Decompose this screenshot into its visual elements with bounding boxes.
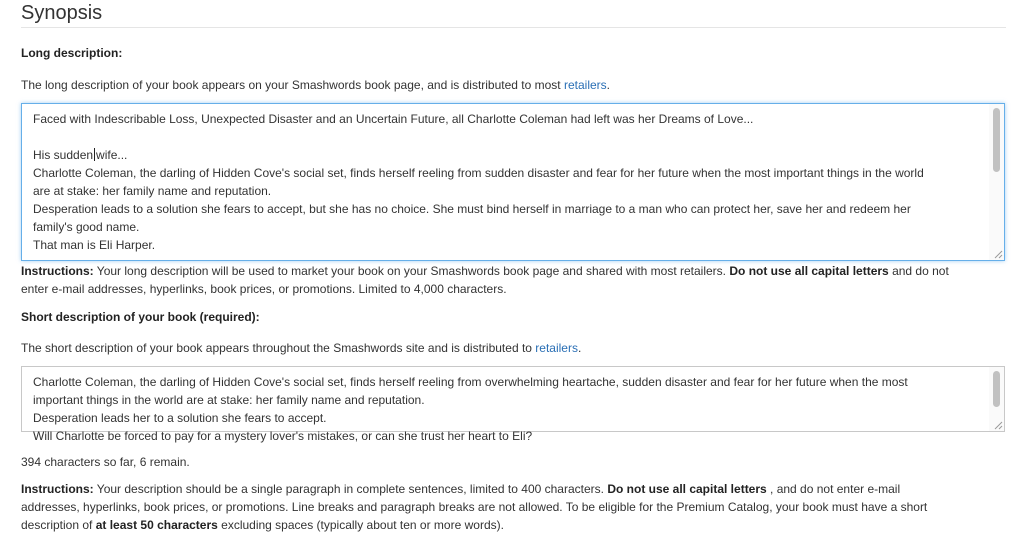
long-blank-line bbox=[33, 128, 982, 146]
long-line: That man is Eli Harper. bbox=[33, 238, 156, 252]
long-line: family's good name. bbox=[33, 220, 140, 234]
instructions-text: Your long description will be used to market your book on your Smashwords book page and shared with most retailers. bbox=[93, 264, 730, 278]
long-intro-end: . bbox=[606, 78, 611, 92]
long-line: Faced with Indescribable Loss, Unexpected Disaster and an Uncertain Future, all Charlotte Coleman had left was her Dreams of Love... bbox=[33, 112, 754, 126]
long-line-part: His sudden bbox=[33, 148, 94, 162]
instructions-bold: Do not use all capital letters bbox=[607, 482, 767, 496]
instructions-bold: Do not use all capital letters bbox=[729, 264, 889, 278]
long-description-content[interactable] bbox=[33, 110, 982, 254]
instructions-text: addresses, hyperlinks, book prices, or promotions. Line breaks and paragraph breaks are not allowed. To be eligible for the Premium Catalog, your book must have a short bbox=[21, 500, 928, 514]
short-description-content[interactable] bbox=[33, 373, 982, 445]
long-line-part: wife... bbox=[96, 148, 128, 162]
long-line: are at stake: her family name and reputation. bbox=[33, 184, 272, 198]
long-description-intro bbox=[21, 76, 610, 94]
instructions-text: description of bbox=[21, 518, 96, 532]
short-description-textarea[interactable] bbox=[21, 366, 1005, 443]
instructions-label: Instructions: bbox=[21, 482, 94, 496]
short-retailers-link[interactable]: retailers bbox=[535, 341, 578, 355]
short-intro-text: The short description of your book appears throughout the Smashwords site and is distributed to bbox=[21, 341, 536, 355]
page-title: Synopsis bbox=[21, 2, 103, 24]
short-line: Desperation leads her to a solution she fears to accept. bbox=[33, 411, 327, 425]
short-description-intro bbox=[21, 339, 581, 357]
long-line: Desperation leads to a solution she fears to accept, but she has no choice. She must bind herself in marriage to a man who can protect her, save her and redeem her bbox=[33, 202, 911, 216]
instructions-text: and do not bbox=[888, 264, 949, 278]
resize-handle-icon[interactable] bbox=[994, 250, 1003, 259]
character-count: 394 characters so far, 6 remain. bbox=[21, 455, 190, 469]
short-intro-end: . bbox=[577, 341, 582, 355]
instructions-text: , and do not enter e-mail bbox=[766, 482, 901, 496]
instructions-text: Your description should be a single paragraph in complete sentences, limited to 400 characters. bbox=[93, 482, 608, 496]
long-description-label: Long description: bbox=[21, 46, 123, 60]
long-line bbox=[33, 146, 982, 164]
long-line: Charlotte Coleman, the darling of Hidden Cove's social set, finds herself reeling from sudden disaster and fear for her future when the most important things in the world bbox=[33, 166, 924, 180]
long-instructions bbox=[21, 262, 1011, 298]
instructions-text: excluding spaces (typically about ten or more words). bbox=[217, 518, 504, 532]
short-line: Will Charlotte be forced to pay for a mystery lover's mistakes, or can she trust her heart to Eli? bbox=[33, 429, 533, 443]
short-line: important things in the world are at stake: her family name and reputation. bbox=[33, 393, 425, 407]
long-description-textarea[interactable] bbox=[21, 103, 1005, 261]
text-caret bbox=[94, 148, 95, 161]
resize-handle-icon[interactable] bbox=[994, 421, 1003, 430]
title-divider bbox=[21, 27, 1006, 28]
short-description-label: Short description of your book (required): bbox=[21, 310, 260, 324]
long-intro-text: The long description of your book appears on your Smashwords book page, and is distributed to most bbox=[21, 78, 564, 92]
short-scroll-thumb[interactable] bbox=[993, 371, 1000, 407]
long-scrollbar[interactable] bbox=[989, 104, 1004, 260]
instructions-text: enter e-mail addresses, hyperlinks, book prices, or promotions. Limited to 4,000 characters. bbox=[21, 282, 507, 296]
instructions-bold: at least 50 characters bbox=[95, 518, 218, 532]
instructions-label: Instructions: bbox=[21, 264, 94, 278]
short-instructions bbox=[21, 480, 1011, 534]
short-line: Charlotte Coleman, the darling of Hidden Cove's social set, finds herself reeling from overwhelming heartache, sudden disaster and fear for her future when the most bbox=[33, 375, 908, 389]
long-scroll-thumb[interactable] bbox=[993, 108, 1000, 172]
long-retailers-link[interactable]: retailers bbox=[563, 78, 607, 92]
